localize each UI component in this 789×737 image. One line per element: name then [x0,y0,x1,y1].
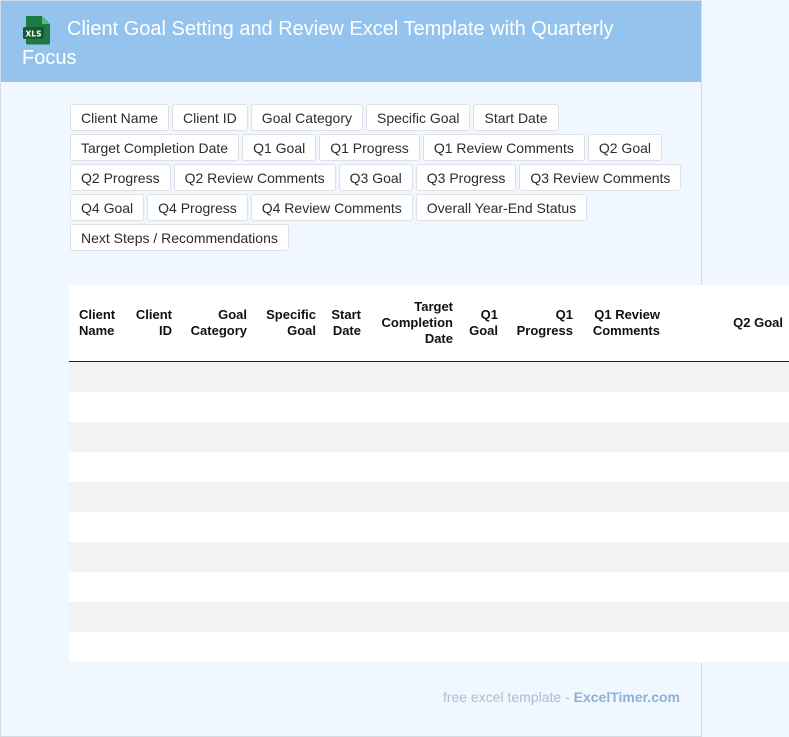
column-header[interactable]: Q1 Review Comments [579,285,666,361]
table-cell[interactable] [178,512,253,542]
table-cell[interactable] [504,392,579,422]
table-cell[interactable] [253,482,322,512]
table-cell[interactable] [69,572,125,602]
table-cell[interactable] [666,512,789,542]
table-cell[interactable] [367,542,459,572]
table-row [69,542,789,572]
table-row [69,361,789,392]
field-chip[interactable]: Q3 Progress [416,164,517,191]
table-row [69,602,789,632]
table-cell[interactable] [504,542,579,572]
table-cell[interactable] [125,602,178,632]
table-cell[interactable] [125,512,178,542]
page-header [1,1,701,82]
goal-table [69,285,789,662]
table-cell[interactable] [666,602,789,632]
table-cell[interactable] [125,422,178,452]
table-cell[interactable] [367,512,459,542]
table-cell[interactable] [69,452,125,482]
table-cell[interactable] [459,361,504,392]
excel-icon-label: XLS [25,29,42,39]
table-cell[interactable] [579,482,666,512]
field-chip[interactable]: Q1 Progress [319,134,420,161]
table-cell[interactable] [322,361,367,392]
field-chip[interactable]: Client Name [70,104,169,131]
field-chip[interactable]: Q3 Review Comments [519,164,681,191]
table-cell[interactable] [125,572,178,602]
table-cell[interactable] [322,512,367,542]
field-chip[interactable]: Next Steps / Recommendations [70,224,289,251]
table-cell[interactable] [69,632,125,662]
table-cell[interactable] [459,572,504,602]
table-cell[interactable] [69,602,125,632]
table-cell[interactable] [367,572,459,602]
table-cell[interactable] [367,632,459,662]
table-cell[interactable] [253,632,322,662]
table-cell[interactable] [579,572,666,602]
table-cell[interactable] [579,512,666,542]
field-chip[interactable]: Q4 Goal [70,194,144,221]
table-cell[interactable] [253,392,322,422]
table-cell[interactable] [367,422,459,452]
table-cell[interactable] [322,602,367,632]
table-cell[interactable] [459,482,504,512]
table-cell[interactable] [504,572,579,602]
table-cell[interactable] [253,452,322,482]
field-chip[interactable]: Q4 Progress [147,194,248,221]
column-header[interactable]: Goal Category [178,285,253,361]
field-chip[interactable]: Q2 Progress [70,164,171,191]
table-cell[interactable] [504,602,579,632]
field-chip[interactable]: Q1 Goal [242,134,316,161]
table-cell[interactable] [178,632,253,662]
field-chip[interactable]: Q3 Goal [339,164,413,191]
field-chip[interactable]: Specific Goal [366,104,470,131]
table-cell[interactable] [666,452,789,482]
table-cell[interactable] [322,632,367,662]
table-cell[interactable] [666,422,789,452]
table-cell[interactable] [579,452,666,482]
table-cell[interactable] [125,452,178,482]
field-chip[interactable]: Target Completion Date [70,134,239,161]
table-cell[interactable] [253,602,322,632]
table-cell[interactable] [666,482,789,512]
table-cell[interactable] [69,542,125,572]
table-cell[interactable] [367,361,459,392]
table-cell[interactable] [579,632,666,662]
table-cell[interactable] [125,392,178,422]
footer-credit [443,689,680,705]
table-cell[interactable] [322,452,367,482]
table-cell[interactable] [322,572,367,602]
column-header[interactable]: Q1 Progress [504,285,579,361]
table-cell[interactable] [459,512,504,542]
table-cell[interactable] [459,452,504,482]
table-cell[interactable] [579,392,666,422]
table-cell[interactable] [322,482,367,512]
table-cell[interactable] [459,542,504,572]
column-header[interactable]: Client Name [69,285,125,361]
goal-table-container [69,285,783,662]
table-row [69,452,789,482]
table-header-row [69,285,789,361]
table-cell[interactable] [459,392,504,422]
table-cell[interactable] [69,482,125,512]
table-cell[interactable] [367,452,459,482]
table-cell[interactable] [666,361,789,392]
table-cell[interactable] [322,392,367,422]
table-cell[interactable] [666,572,789,602]
table-cell[interactable] [178,392,253,422]
column-header[interactable]: Q2 Goal [666,285,789,361]
table-cell[interactable] [125,542,178,572]
table-cell[interactable] [579,542,666,572]
table-cell[interactable] [579,602,666,632]
table-cell[interactable] [178,482,253,512]
table-cell[interactable] [322,542,367,572]
field-chip[interactable]: Q1 Review Comments [423,134,585,161]
table-row [69,632,789,662]
column-header[interactable]: Start Date [322,285,367,361]
table-cell[interactable] [504,452,579,482]
table-cell[interactable] [125,482,178,512]
table-cell[interactable] [367,392,459,422]
column-header[interactable]: Q1 Goal [459,285,504,361]
field-chip[interactable]: Q2 Review Comments [174,164,336,191]
table-cell[interactable] [367,602,459,632]
table-cell[interactable] [459,422,504,452]
table-cell[interactable] [504,361,579,392]
table-cell[interactable] [504,512,579,542]
table-cell[interactable] [579,361,666,392]
footer-brand-link[interactable]: ExcelTimer.com [573,689,680,705]
table-cell[interactable] [178,422,253,452]
table-cell[interactable] [666,632,789,662]
table-cell[interactable] [178,361,253,392]
field-chip[interactable]: Goal Category [251,104,363,131]
column-header[interactable]: Target Completion Date [367,285,459,361]
table-cell[interactable] [253,572,322,602]
table-cell[interactable] [253,422,322,452]
table-cell[interactable] [322,422,367,452]
table-cell[interactable] [459,602,504,632]
column-header[interactable]: Specific Goal [253,285,322,361]
table-cell[interactable] [367,482,459,512]
table-cell[interactable] [178,572,253,602]
table-row [69,422,789,452]
field-chip[interactable]: Q2 Goal [588,134,662,161]
table-cell[interactable] [125,361,178,392]
field-chip[interactable]: Q4 Review Comments [251,194,413,221]
table-body [69,361,789,662]
table-cell[interactable] [666,542,789,572]
table-cell[interactable] [69,422,125,452]
table-cell[interactable] [253,542,322,572]
field-chip[interactable]: Client ID [172,104,248,131]
table-row [69,512,789,542]
table-cell[interactable] [504,632,579,662]
table-cell[interactable] [69,361,125,392]
table-cell[interactable] [69,392,125,422]
field-chip[interactable]: Overall Year-End Status [416,194,587,221]
table-row [69,392,789,422]
table-cell[interactable] [504,422,579,452]
table-row [69,482,789,512]
table-cell[interactable] [579,422,666,452]
table-cell[interactable] [253,361,322,392]
table-cell[interactable] [666,392,789,422]
table-cell[interactable] [459,632,504,662]
page-title: Client Goal Setting and Review Excel Template with Quarterly Focus [22,18,614,69]
column-header[interactable]: Client ID [125,285,178,361]
table-cell[interactable] [504,482,579,512]
field-chip-list [70,104,702,251]
table-cell[interactable] [178,602,253,632]
table-cell[interactable] [69,512,125,542]
table-cell[interactable] [125,632,178,662]
table-cell[interactable] [178,452,253,482]
footer-note: free excel template - [442,689,574,705]
table-cell[interactable] [253,512,322,542]
table-cell[interactable] [178,542,253,572]
field-chip[interactable]: Start Date [473,104,558,131]
table-row [69,572,789,602]
